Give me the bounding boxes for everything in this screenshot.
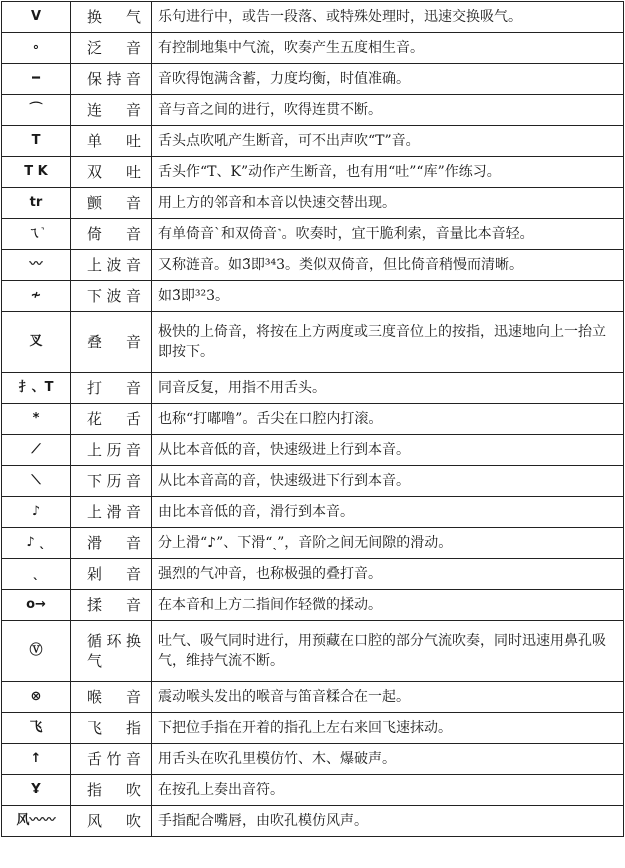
notation-symbol: ♪ ˎ (2, 528, 71, 559)
table-row (2, 744, 624, 775)
notation-symbol: 风〰〰 (2, 806, 71, 837)
table-row (2, 466, 624, 497)
technique-name: 打 音 (71, 373, 152, 404)
technique-description: 用舌头在吹孔里模仿竹、木、爆破声。 (152, 744, 624, 775)
notation-symbol: ⟋ (2, 435, 71, 466)
technique-description: 舌头点吹吼产生断音，可不出声吹“T”音。 (152, 126, 624, 157)
technique-name: 下波音 (71, 281, 152, 312)
table-row (2, 590, 624, 621)
technique-name: 喉 音 (71, 682, 152, 713)
technique-description: 下把位手指在开着的指孔上左右来回飞速抹动。 (152, 713, 624, 744)
table-row (2, 404, 624, 435)
technique-name: 上历音 (71, 435, 152, 466)
notation-symbol: ↑ (2, 744, 71, 775)
technique-description: 如3̃即³²3。 (152, 281, 624, 312)
table-row (2, 559, 624, 590)
table-row (2, 497, 624, 528)
technique-description: 由比本音低的音，滑行到本音。 (152, 497, 624, 528)
table-row (2, 312, 624, 373)
table-row (2, 713, 624, 744)
technique-description: 从比本音高的音，快速级进下行到本音。 (152, 466, 624, 497)
technique-description: 舌头作“T、K”动作产生断音，也有用“吐”“库”作练习。 (152, 157, 624, 188)
notation-symbol: Ⓥ (2, 621, 71, 682)
table-row (2, 528, 624, 559)
table-row (2, 157, 624, 188)
table-row (2, 435, 624, 466)
technique-name: 单 吐 (71, 126, 152, 157)
technique-name: 舌竹音 (71, 744, 152, 775)
technique-name: 上滑音 (71, 497, 152, 528)
technique-name: 循环换气 (71, 621, 152, 682)
notation-symbol: Ұ (2, 775, 71, 806)
notation-symbol: * (2, 404, 71, 435)
technique-name: 飞 指 (71, 713, 152, 744)
notation-symbol: ˎ (2, 559, 71, 590)
technique-name: 泛 音 (71, 33, 152, 64)
technique-description: 也称“打嘟噜”。舌尖在口腔内打滚。 (152, 404, 624, 435)
notation-symbol: o→ (2, 590, 71, 621)
technique-name: 倚 音 (71, 219, 152, 250)
table-row (2, 775, 624, 806)
notation-symbol: V (2, 2, 71, 33)
technique-description: 在本音和上方二指间作轻微的揉动。 (152, 590, 624, 621)
technique-name: 下历音 (71, 466, 152, 497)
technique-name: 揉 音 (71, 590, 152, 621)
technique-description: 有控制地集中气流，吹奏产生五度相生音。 (152, 33, 624, 64)
table-row (2, 188, 624, 219)
technique-description: 强烈的气冲音，也称极强的叠打音。 (152, 559, 624, 590)
technique-description: 音与音之间的进行，吹得连贯不断。 (152, 95, 624, 126)
technique-description: 震动喉头发出的喉音与笛音糅合在一起。 (152, 682, 624, 713)
notation-symbol: ⌒ (2, 95, 71, 126)
table-row (2, 95, 624, 126)
table-row (2, 2, 624, 33)
technique-name: 保持音 (71, 64, 152, 95)
notation-symbol: ♪ (2, 497, 71, 528)
notation-symbol: ⊗ (2, 682, 71, 713)
notation-symbol: tr (2, 188, 71, 219)
table-row (2, 219, 624, 250)
notation-symbol: 〰 (2, 250, 71, 281)
notation-symbol: ⟍ (2, 466, 71, 497)
technique-name: 叠 音 (71, 312, 152, 373)
technique-description: 分上滑“♪”、下滑“ˎ”，音阶之间无间隙的滑动。 (152, 528, 624, 559)
notation-symbol: ≁ (2, 281, 71, 312)
technique-name: 滑 音 (71, 528, 152, 559)
notation-symbol: T K (2, 157, 71, 188)
technique-description: 吐气、吸气同时进行，用预藏在口腔的部分气流吹奏，同时迅速用鼻孔吸气，维持气流不断。 (152, 621, 624, 682)
table-row (2, 682, 624, 713)
technique-name: 双 吐 (71, 157, 152, 188)
technique-description: 从比本音低的音，快速级进上行到本音。 (152, 435, 624, 466)
table-row (2, 126, 624, 157)
notation-symbol: 扌、T (2, 373, 71, 404)
notation-symbol: T (2, 126, 71, 157)
technique-description: 手指配合嘴唇，由吹孔模仿风声。 (152, 806, 624, 837)
technique-description: 又称涟音。如3̃即³⁴3。类似双倚音，但比倚音稍慢而清晰。 (152, 250, 624, 281)
technique-description: 极快的上倚音，将按在上方两度或三度音位上的按指，迅速地向上一抬立即按下。 (152, 312, 624, 373)
table-row (2, 33, 624, 64)
table-row (2, 373, 624, 404)
notation-symbol: ㄟ˺ (2, 219, 71, 250)
technique-name: 剁 音 (71, 559, 152, 590)
technique-name: 连 音 (71, 95, 152, 126)
notation-symbol: ∘ (2, 33, 71, 64)
notation-symbol: ━ (2, 64, 71, 95)
technique-name: 上波音 (71, 250, 152, 281)
table-row (2, 64, 624, 95)
table-row (2, 250, 624, 281)
technique-description: 有单倚音ˋ和双倚音˺。吹奏时，宜干脆利索，音量比本音轻。 (152, 219, 624, 250)
notation-symbol: 叉 (2, 312, 71, 373)
table-row (2, 621, 624, 682)
technique-name: 花 舌 (71, 404, 152, 435)
notation-table (1, 1, 624, 837)
notation-symbol: 飞 (2, 713, 71, 744)
technique-description: 音吹得饱满含蓄，力度均衡，时值准确。 (152, 64, 624, 95)
technique-name: 风 吹 (71, 806, 152, 837)
table-row (2, 281, 624, 312)
technique-name: 换 气 (71, 2, 152, 33)
technique-name: 指 吹 (71, 775, 152, 806)
technique-description: 乐句进行中，或告一段落、或特殊处理时，迅速交换吸气。 (152, 2, 624, 33)
technique-description: 用上方的邻音和本音以快速交替出现。 (152, 188, 624, 219)
table-row (2, 806, 624, 837)
table-body (2, 2, 624, 837)
technique-description: 在按孔上奏出音符。 (152, 775, 624, 806)
technique-description: 同音反复，用指不用舌头。 (152, 373, 624, 404)
technique-name: 颤 音 (71, 188, 152, 219)
